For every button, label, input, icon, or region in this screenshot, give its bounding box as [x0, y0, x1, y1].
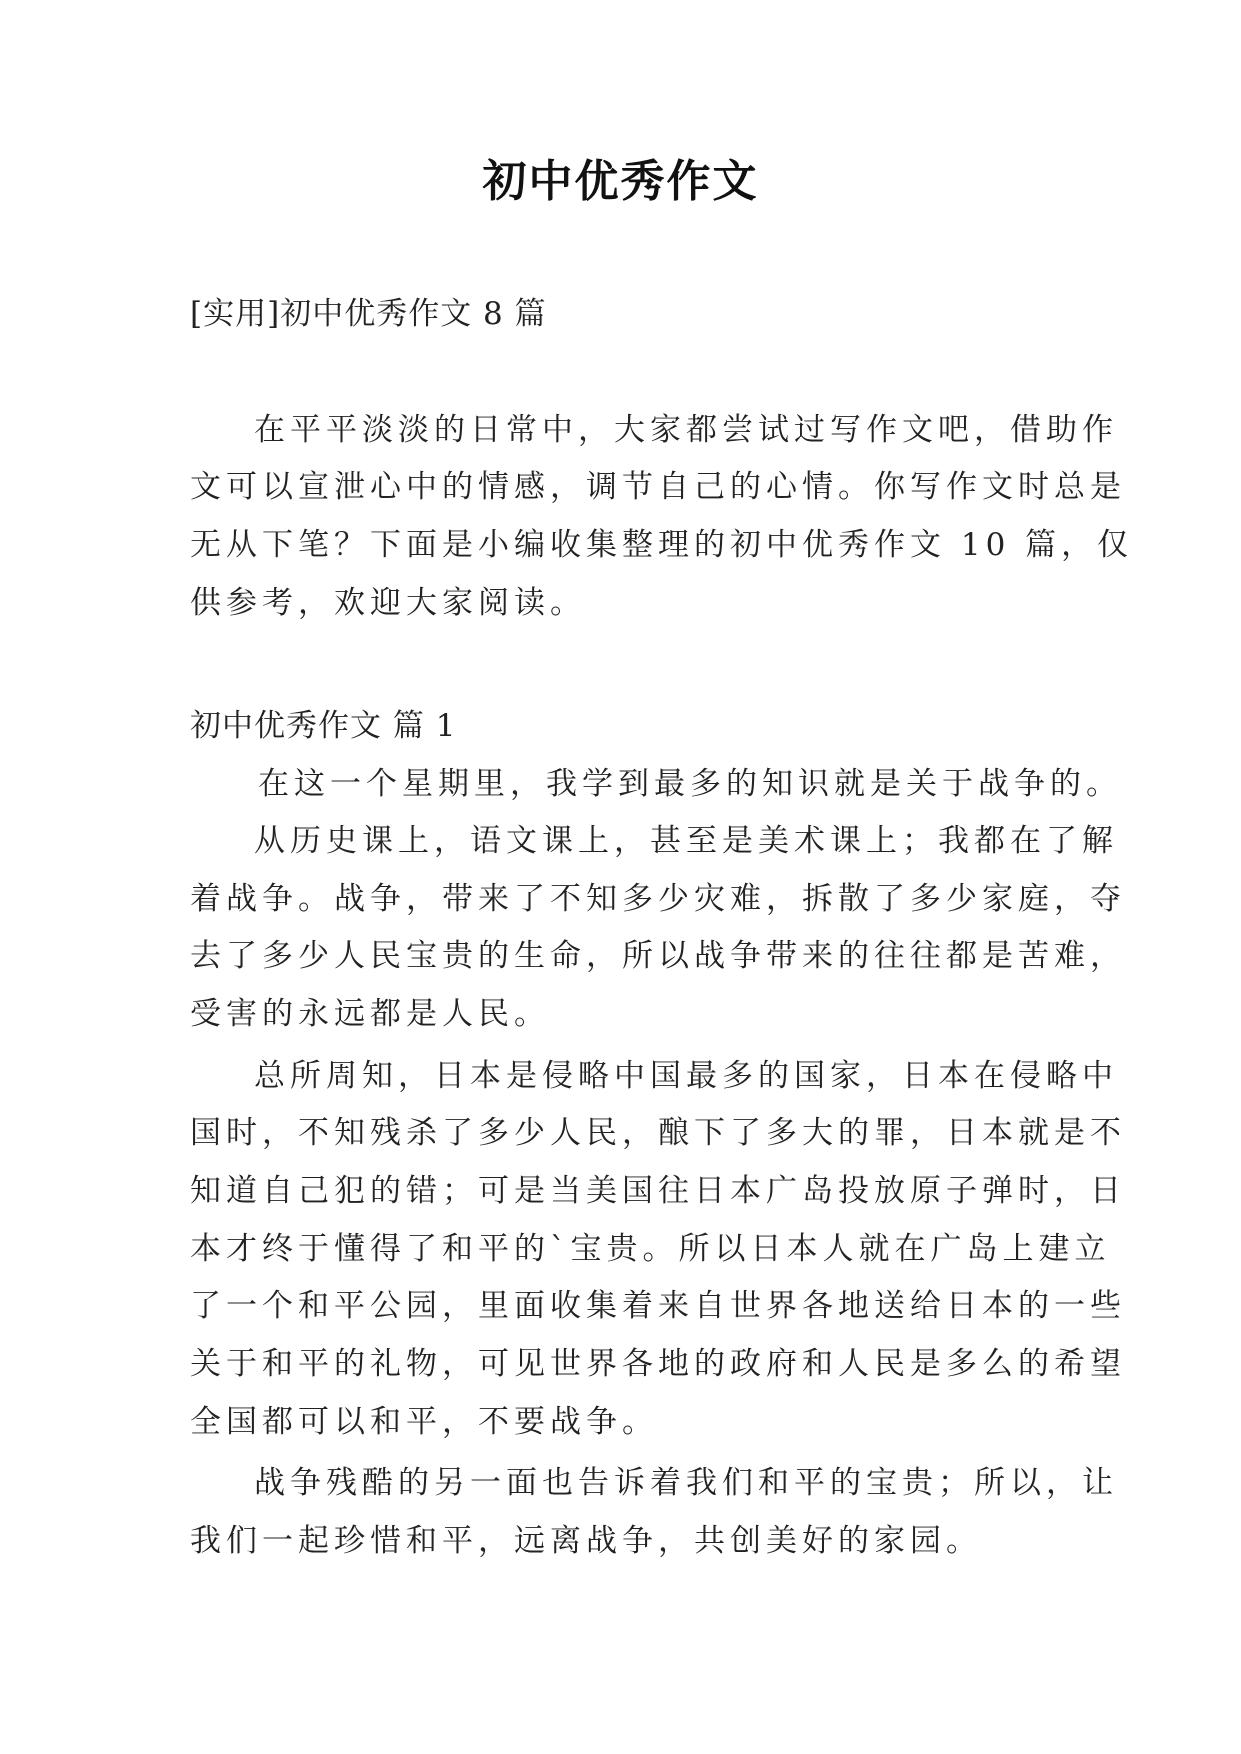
body-line: 去了多少人民宝贵的生命，所以战争带来的往往都是苦难，: [190, 938, 1126, 974]
body-line: 关于和平的礼物，可见世界各地的政府和人民是多么的希望: [190, 1346, 1126, 1382]
body-line: 我们一起珍惜和平，远离战争，共创美好的家园。: [190, 1523, 982, 1559]
body-line: 着战争。战争，带来了不知多少灾难，拆散了多少家庭，夺: [190, 881, 1126, 917]
document-title: 初中优秀作文: [482, 156, 759, 207]
body-line: 战争残酷的另一面也告诉着我们和平的宝贵；所以，让: [254, 1465, 1118, 1501]
body-line: 总所周知，日本是侵略中国最多的国家，日本在侵略中: [254, 1058, 1118, 1094]
body-line: 受害的永远都是人民。: [190, 996, 550, 1032]
body-line: 了一个和平公园，里面收集着来自世界各地送给日本的一些: [190, 1288, 1126, 1324]
body-line: 本才终于懂得了和平的`宝贵。所以日本人就在广岛上建立: [190, 1231, 1111, 1267]
body-line: 从历史课上，语文课上，甚至是美术课上；我都在了解: [254, 823, 1118, 859]
body-line: 国时，不知残杀了多少人民，酿下了多大的罪，日本就是不: [190, 1115, 1126, 1151]
intro-line: 在平平淡淡的日常中，大家都尝试过写作文吧，借助作: [254, 412, 1118, 448]
body-line: 全国都可以和平，不要战争。: [190, 1404, 658, 1440]
intro-line: 供参考，欢迎大家阅读。: [190, 585, 586, 621]
body-line: 在这一个星期里，我学到最多的知识就是关于战争的。: [258, 766, 1122, 802]
document-subtitle: [实用]初中优秀作文 8 篇: [190, 296, 547, 332]
intro-line: 无从下笔？下面是小编收集整理的初中优秀作文 10 篇，仅: [190, 527, 1134, 563]
section-heading: 初中优秀作文 篇 1: [190, 708, 457, 744]
body-line: 知道自己犯的错；可是当美国往日本广岛投放原子弹时，日: [190, 1173, 1126, 1209]
intro-line: 文可以宣泄心中的情感，调节自己的心情。你写作文时总是: [190, 469, 1126, 505]
